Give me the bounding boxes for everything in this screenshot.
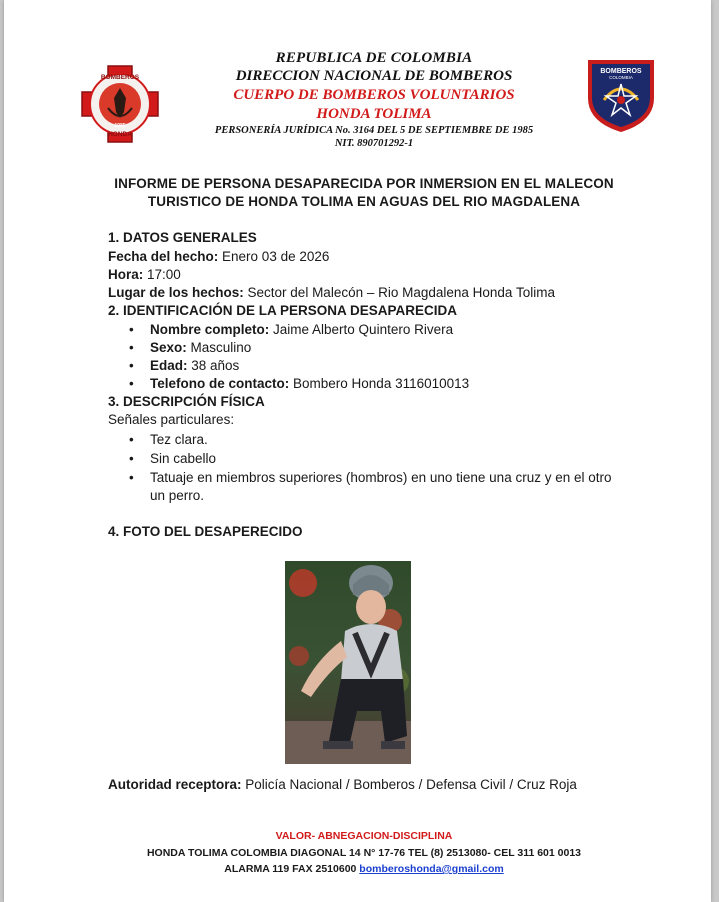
report-title-line-2: TURISTICO DE HONDA TOLIMA EN AGUAS DEL RIO MAGDALENA (147, 194, 581, 209)
bullet-icon: • (129, 322, 134, 337)
bullet-icon: • (129, 358, 134, 373)
logo-bottom-text: HONDA (108, 131, 132, 138)
hora-line (108, 267, 181, 282)
bullet-icon: • (129, 470, 134, 485)
section-1-heading: 1. DATOS GENERALES (108, 230, 257, 245)
senal-tatuaje-cont: un perro. (150, 488, 205, 503)
missing-person-photo (285, 561, 411, 764)
bullet-icon: • (129, 376, 134, 391)
bomberos-honda-logo-icon (80, 64, 160, 144)
footer-motto: VALOR- ABNEGACION-DISCIPLINA (275, 830, 453, 842)
hora-value: 17:00 (143, 267, 181, 282)
header-line-5: PERSONERÍA JURÍDICA No. 3164 DEL 5 DE SEPTIEMBRE DE 1985 (214, 125, 534, 136)
authority-line (108, 777, 577, 792)
authority-label: Autoridad receptora: (108, 777, 242, 792)
lugar-label: Lugar de los hechos: (108, 285, 244, 300)
senal-cabello: Sin cabello (150, 451, 217, 466)
edad-label: Edad: (150, 358, 188, 373)
senal-tatuaje: Tatuaje en miembros superiores (hombros) en uno tiene una cruz y en el otro (150, 470, 612, 485)
footer-alarm-line (84, 863, 644, 875)
senales-intro: Señales particulares: (108, 412, 235, 427)
section-4-heading: 4. FOTO DEL DESAPERECIDO (108, 524, 303, 539)
nombre-label: Nombre completo: (150, 322, 270, 337)
authority-value: Policía Nacional / Bomberos / Defensa Civil / Cruz Roja (241, 777, 577, 792)
section-3-heading: 3. DESCRIPCIÓN FÍSICA (108, 394, 265, 409)
header-line-6: NIT. 890701292-1 (334, 138, 414, 149)
nombre-value: Jaime Alberto Quintero Rivera (269, 322, 454, 337)
fecha-value: Enero 03 de 2026 (218, 249, 330, 264)
fecha-label: Fecha del hecho: (108, 249, 219, 264)
edad-value: 38 años (187, 358, 240, 373)
header-line-1: REPUBLICA DE COLOMBIA (275, 50, 473, 66)
footer-address: HONDA TOLIMA COLOMBIA DIAGONAL 14 N° 17-76 TEL (8) 2513080- CEL 311 601 0013 (146, 847, 582, 859)
bomberos-colombia-logo-icon (582, 54, 660, 134)
logo-center-text: 1985 (114, 123, 126, 129)
sexo-value: Masculino (186, 340, 252, 355)
logo-right-top-text: BOMBEROS (600, 68, 642, 75)
footer-email-link[interactable]: bomberoshonda@gmail.com (359, 863, 504, 875)
bullet-icon: • (129, 432, 134, 447)
header-line-2: DIRECCION NACIONAL DE BOMBEROS (235, 68, 513, 84)
sexo-label: Sexo: (150, 340, 187, 355)
senal-tez: Tez clara. (150, 432, 208, 447)
hora-label: Hora: (108, 267, 144, 282)
telefono-value: Bombero Honda 3116010013 (289, 376, 470, 391)
document-page (4, 0, 711, 902)
lugar-line (108, 285, 555, 300)
bullet-icon: • (129, 451, 134, 466)
header-line-4: HONDA TOLIMA (316, 106, 432, 122)
section-2-heading: 2. IDENTIFICACIÓN DE LA PERSONA DESAPARECIDA (108, 303, 458, 318)
bullet-icon: • (129, 340, 134, 355)
footer-alarm: ALARMA 119 FAX 2510600 (224, 863, 360, 875)
fecha-line (108, 249, 329, 264)
lugar-value: Sector del Malecón – Rio Magdalena Honda Tolima (243, 285, 555, 300)
header-line-3: CUERPO DE BOMBEROS VOLUNTARIOS (233, 87, 515, 103)
report-title-line-1: INFORME DE PERSONA DESAPARECIDA POR INMERSION EN EL MALECON (114, 176, 614, 191)
logo-top-text: BOMBEROS (100, 74, 140, 81)
logo-right-sub-text: COLOMBIA (609, 75, 633, 80)
telefono-label: Telefono de contacto: (150, 376, 290, 391)
